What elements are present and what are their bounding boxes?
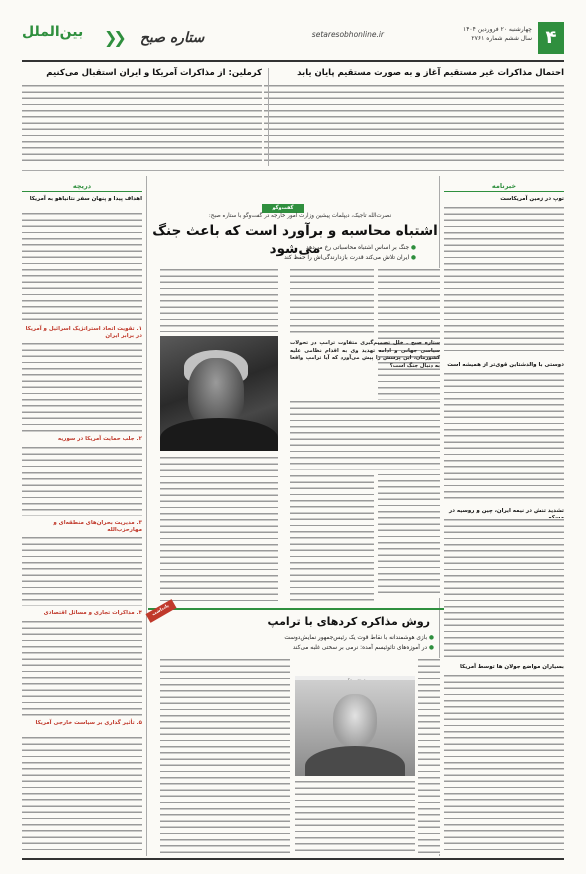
opinion-body-col-1 xyxy=(160,658,290,854)
opinion-ribbon: یادداشت xyxy=(146,599,177,623)
website-url[interactable]: setaresobhonline.ir xyxy=(311,30,384,39)
column-divider xyxy=(268,68,269,166)
main-body-col-2 xyxy=(290,268,374,336)
horizontal-divider xyxy=(22,170,564,171)
page-header xyxy=(22,22,564,62)
main-headline: اشتباه محاسبه و برآورد است که باعث جنگ می‌شود xyxy=(152,223,438,257)
left-column-text-6 xyxy=(22,736,142,854)
opinion-body-col-2 xyxy=(295,780,415,854)
top-right-headline: احتمال مذاکرات غیر مستقیم آغاز و به صورت مستقیم پایان یابد xyxy=(297,68,564,78)
left-column-text-1 xyxy=(22,212,142,322)
left-subhead-3: ۲. جلب حمایت آمریکا در سوریه xyxy=(57,436,142,442)
left-subhead-1: اهداف پیدا و پنهان سفر نتانیاهو به آمریکا xyxy=(29,196,142,202)
right-column-text-1 xyxy=(444,206,564,356)
opinion-bullet-2: ● در آموزه‌های تائوئیسم آمده: نرمی بر سختی غلبه می‌کند xyxy=(164,644,434,652)
newspaper-logo: ستاره صبح xyxy=(139,30,205,46)
left-subhead-6: ۵. تأثیر گذاری بر سیاست خارجی آمریکا xyxy=(35,720,142,726)
left-column-label: دریچه xyxy=(22,180,142,192)
issue-info xyxy=(463,25,532,43)
top-right-body-text xyxy=(264,84,564,164)
interviewee-photo xyxy=(160,336,278,451)
opinion-bullet-1: ● بازی هوشمندانه با نقاط قوت یک رئیس‌جمهور نمایش‌دوست xyxy=(164,634,434,642)
main-body-col-5 xyxy=(160,456,278,602)
left-subhead-2: ۱. تقویت اتحاد استراتژیک اسرائیل و آمریکا در برابر ایران xyxy=(25,326,142,339)
issue-line: سال ششم شماره ۲۷۶۱ xyxy=(471,35,532,42)
top-left-headline: کرملین: از مذاکرات آمریکا و ایران استقبال می‌کنیم xyxy=(46,68,262,78)
main-body-col-3 xyxy=(160,268,278,332)
right-column-text-2 xyxy=(444,372,564,502)
main-body-col-6 xyxy=(290,474,374,602)
main-bullet-2: ● ایران تلاش می‌کند قدرت بازدارندگی‌اش را حفظ کند xyxy=(166,254,416,262)
left-subhead-4: ۳. مدیریت بحران‌های منطقه‌ای و مهارحزب‌الله xyxy=(53,520,142,533)
right-subhead-1: توپ در زمین آمریکاست xyxy=(500,196,564,202)
date-line: چهارشنبه ۲۰ فروردین ۱۴۰۴ xyxy=(462,26,532,33)
right-column-text-4 xyxy=(444,674,564,854)
right-column-text-3 xyxy=(444,518,564,658)
right-subhead-4: بسیاران مواضع جولان ها توسط آمریکا xyxy=(459,664,564,670)
main-body-col-4 xyxy=(290,400,440,470)
story-tag: گفت‌وگو xyxy=(262,204,304,213)
left-column-text-2 xyxy=(22,342,142,432)
left-column-text-3 xyxy=(22,446,142,516)
main-pullquote: ستاره صبح ـ خلل تصمیم‌گیری متفاوت ترامپ در تحولات سیاسی جهانی و ادامه تهدید وی به اقدام نظامی علیه کشورمان، این پرسش را پیش می‌آورد که آیا ترامپ واقعا به دنبال جنگ است؟ xyxy=(290,340,440,369)
section-title: بین‌الملل xyxy=(22,24,84,40)
page-number: ۴ xyxy=(538,22,564,54)
left-column-text-5 xyxy=(22,620,142,716)
right-subhead-3: تشدید تنش در نیمه ایران، چین و روسیه در xyxy=(449,508,564,514)
top-left-body-text xyxy=(22,84,262,164)
left-subhead-5: ۴. مذاکرات تجاری و مسائل اقتصادی xyxy=(43,610,142,616)
author-photo xyxy=(295,680,415,776)
right-subhead-2: دوستی با والدشتاین قوی‌تر از همیشه است xyxy=(447,362,564,368)
right-column-label: خبرنامه xyxy=(444,180,564,192)
left-column-text-4 xyxy=(22,536,142,606)
section-arrows-icon: ❮❮ xyxy=(104,28,123,47)
story-kicker: نصرت‌الله تاجیک، دیپلمات پیشین وزارت امور خارجه در گفت‌وگو با ستاره صبح: xyxy=(208,213,392,219)
main-bullet-1: ● جنگ بر اساس اشتباه محاسباتی رخ می‌دهد xyxy=(166,244,416,252)
page-footer-rule xyxy=(22,858,564,860)
opinion-headline: روش مذاکره کردهای با ترامپ xyxy=(267,615,430,628)
column-divider xyxy=(146,176,147,856)
opinion-body-col-3 xyxy=(418,658,440,854)
